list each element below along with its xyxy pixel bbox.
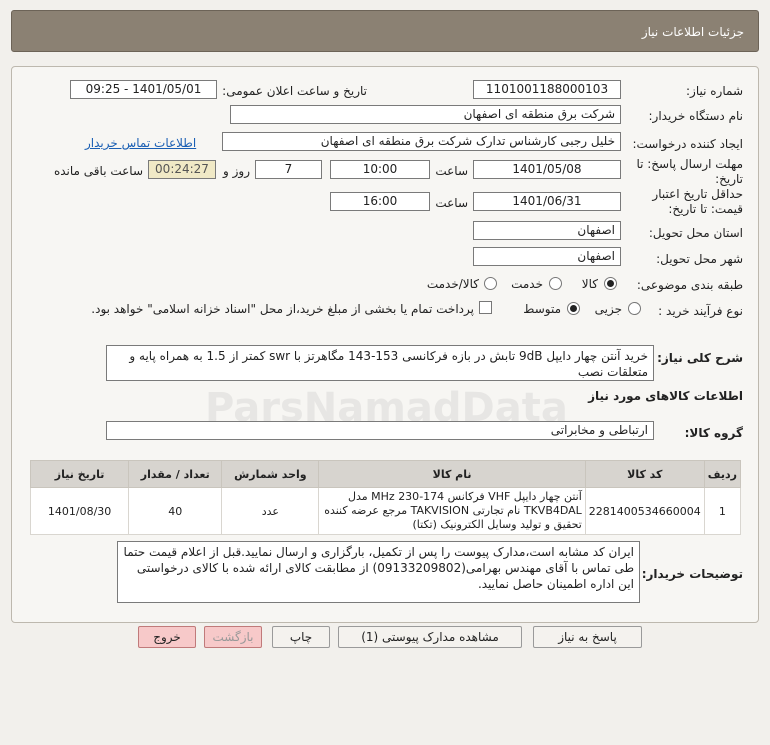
announce-field: 1401/05/01 - 09:25: [70, 80, 217, 99]
city-label: شهر محل تحویل:: [656, 252, 743, 266]
deadline-label-2: تاریخ:: [715, 172, 743, 186]
col-header-unit: واحد شمارش: [222, 461, 319, 488]
col-header-qty: تعداد / مقدار: [129, 461, 222, 488]
category-option-goods: کالا: [581, 277, 598, 291]
deadline-date-field: 1401/05/08: [473, 160, 621, 179]
buyer-org-field: شرکت برق منطقه ای اصفهان: [230, 105, 621, 124]
back-button[interactable]: بازگشت: [204, 626, 262, 648]
category-label: طبقه بندی موضوعی:: [636, 278, 743, 292]
process-label: نوع فرآیند خرید :: [658, 304, 743, 318]
col-header-name: نام کالا: [319, 461, 585, 488]
cell-unit: عدد: [222, 488, 319, 535]
process-radio-medium[interactable]: [567, 302, 580, 315]
cell-code: 2281400534660004: [585, 488, 704, 535]
category-radio-service[interactable]: [549, 277, 562, 290]
cell-name: آنتن چهار دایپل VHF فرکانس 174-230 MHz مدل TKVB4DAL نام تجارتی TAKVISION مرجع عرضه کننده تحقیق و تولید وسایل الکترونیک (تکتا): [319, 488, 585, 535]
deadline-time-field: 10:00: [330, 160, 430, 179]
view-attachments-button[interactable]: مشاهده مدارک پیوستی (1): [338, 626, 522, 648]
buyer-org-label: نام دستگاه خریدار:: [648, 109, 743, 123]
table-row: [31, 488, 741, 535]
page-title: جزئیات اطلاعات نیاز: [641, 25, 744, 39]
province-field: اصفهان: [473, 221, 621, 240]
category-radio-goods-service[interactable]: [484, 277, 497, 290]
province-label: استان محل تحویل:: [648, 226, 743, 240]
goods-group-field: ارتباطی و مخابراتی: [106, 421, 654, 440]
process-radio-minor[interactable]: [628, 302, 641, 315]
days-field: 7: [255, 160, 322, 179]
process-option-medium: متوسط: [523, 302, 561, 316]
buyer-notes-text: ایران کد مشابه است،مدارک پیوست را پس از تکمیل، بارگزاری و ارسال نمایید.قبل از اعلام قیمت حتما طی تماس با آقای مهندس بهرامی(09133209802) از مطابقت کالای ارائه شده با کالای درخواستی این اداره اطمینان حاصل نمایید.: [117, 541, 640, 603]
validity-time-label: ساعت: [435, 196, 468, 210]
reply-button[interactable]: پاسخ به نیاز: [533, 626, 642, 648]
cell-qty: 40: [129, 488, 222, 535]
announce-label: تاریخ و ساعت اعلان عمومی:: [222, 84, 367, 98]
creator-field: خلیل رجبی کارشناس تدارک شرکت برق منطقه ای اصفهان: [222, 132, 621, 151]
remaining-label: ساعت باقی مانده: [53, 164, 143, 178]
category-option-goods-service: کالا/خدمت: [426, 277, 479, 291]
goods-table: [30, 460, 741, 535]
treasury-payment-checkbox[interactable]: [479, 301, 492, 314]
print-button[interactable]: چاپ: [272, 626, 330, 648]
treasury-payment-note: پرداخت تمام یا بخشی از مبلغ خرید،از محل "اسناد خزانه اسلامی" خواهد بود.: [91, 302, 474, 316]
col-header-date: تاریخ نیاز: [31, 461, 129, 488]
page-header: [11, 10, 759, 52]
validity-label-2: قیمت: تا تاریخ:: [668, 202, 743, 216]
remaining-time-field: 00:24:27: [148, 160, 216, 179]
category-radio-goods[interactable]: [604, 277, 617, 290]
cell-index: 1: [704, 488, 740, 535]
goods-section-title: اطلاعات کالاهای مورد نیاز: [588, 389, 743, 403]
buyer-contact-link[interactable]: اطلاعات تماس خریدار: [85, 136, 197, 150]
validity-time-field: 16:00: [330, 192, 430, 211]
category-option-service: خدمت: [511, 277, 543, 291]
days-label: روز و: [223, 164, 250, 178]
col-header-code: کد کالا: [585, 461, 704, 488]
exit-button[interactable]: خروج: [138, 626, 196, 648]
cell-date: 1401/08/30: [31, 488, 129, 535]
creator-label: ایجاد کننده درخواست:: [632, 137, 743, 151]
process-option-minor: جزیی: [594, 302, 622, 316]
validity-date-field: 1401/06/31: [473, 192, 621, 211]
goods-group-label: گروه کالا:: [684, 426, 743, 440]
buyer-notes-label: توضیحات خریدار:: [641, 567, 743, 581]
goods-table-header-row: [31, 461, 741, 488]
city-field: اصفهان: [473, 247, 621, 266]
deadline-time-label: ساعت: [435, 164, 468, 178]
need-number-field: 1101001188000103: [473, 80, 621, 99]
deadline-label-1: مهلت ارسال پاسخ: تا: [636, 157, 743, 171]
validity-label-1: حداقل تاریخ اعتبار: [652, 187, 743, 201]
summary-label: شرح کلی نیاز:: [657, 351, 743, 365]
col-header-index: ردیف: [704, 461, 740, 488]
need-number-label: شماره نیاز:: [686, 84, 743, 98]
summary-text: خرید آنتن چهار دایپل 9dB تابش در بازه فرکانسی 153-143 مگاهرتز با swr کمتر از 1.5 به همراه پایه و متعلقات نصب: [106, 345, 654, 381]
